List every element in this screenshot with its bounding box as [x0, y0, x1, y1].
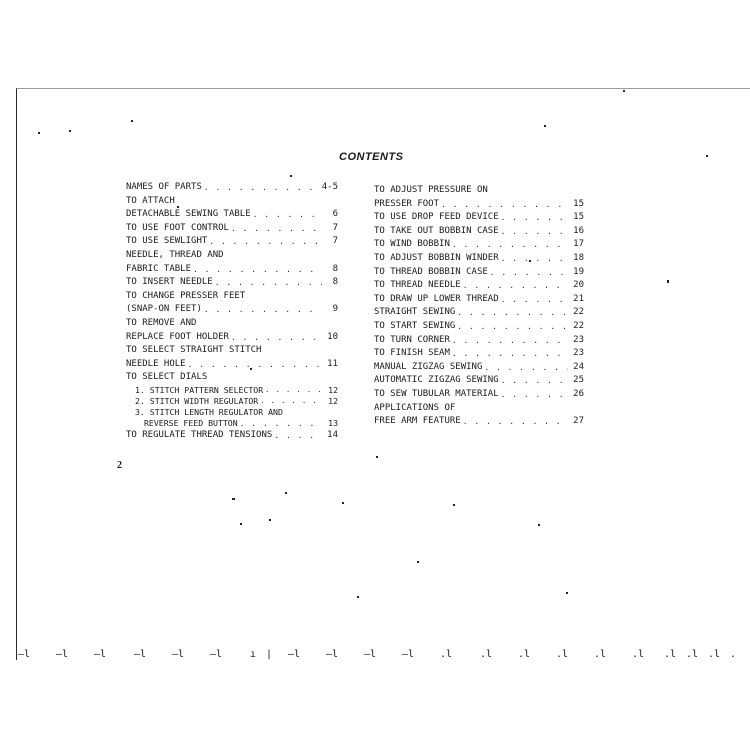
- toc-entry: TO START SEWING . . . 22: [374, 320, 584, 334]
- toc-entry: TO WIND BOBBIN . . . 17: [374, 238, 584, 252]
- toc-entry: TO REGULATE THREAD TENSIONS . . . 14: [126, 429, 338, 443]
- toc-entry: AUTOMATIC ZIGZAG SEWING . . . 25: [374, 374, 584, 388]
- toc-entry: TO USE DROP FEED DEVICE . . . 15: [374, 211, 584, 225]
- toc-subentry: REVERSE FEED BUTTON . . . 13: [126, 418, 338, 429]
- toc-entry: FABRIC TABLE . . . 8: [126, 263, 338, 277]
- toc-entry: TO USE SEWLIGHT . . . 7: [126, 235, 338, 249]
- toc-entry: TO THREAD NEEDLE . . . 20: [374, 279, 584, 293]
- toc-entry: (SNAP-ON FEET) . . . 9: [126, 303, 338, 317]
- toc-entry-line1: TO ADJUST PRESSURE ON: [374, 185, 488, 195]
- toc-entry: TO TURN CORNER . . . 23: [374, 334, 584, 348]
- toc-entry: STRAIGHT SEWING . . . 22: [374, 306, 584, 320]
- toc-entry-line1: TO CHANGE PRESSER FEET: [126, 290, 246, 301]
- toc-entry: TO USE FOOT CONTROL . . . 7: [126, 222, 338, 236]
- toc-entry: NAMES OF PARTS . . . 4-5: [126, 181, 338, 195]
- toc-entry: TO DRAW UP LOWER THREAD . . . 21: [374, 293, 584, 307]
- toc-subentry: 1. STITCH PATTERN SELECTOR . . . 12: [126, 385, 338, 396]
- toc-entry-line1: TO ATTACH: [126, 195, 175, 206]
- toc-entry: TO TAKE OUT BOBBIN CASE . . . 16: [374, 225, 584, 239]
- toc-entry: PRESSER FOOT . . . 15: [374, 198, 584, 212]
- toc-entry: TO FINISH SEAM . . . 23: [374, 347, 584, 361]
- toc-right-column: [374, 184, 584, 429]
- toc-entry-line1: NEEDLE, THREAD AND: [126, 249, 224, 260]
- toc-subentry: 2. STITCH WIDTH REGULATOR . . . 12: [126, 396, 338, 407]
- toc-entry: TO SEW TUBULAR MATERIAL . . . 26: [374, 388, 584, 402]
- toc-entry-line1: APPLICATIONS OF: [374, 402, 456, 413]
- toc-entry: NEEDLE HOLE . . . 11: [126, 358, 338, 372]
- toc-entry-line1: TO SELECT DIALS: [126, 372, 208, 383]
- toc-entry-line1: TO SELECT STRAIGHT STITCH: [126, 345, 262, 356]
- toc-subentry-line1: 3. STITCH LENGTH REGULATOR AND: [135, 406, 283, 417]
- toc-entry: TO THREAD BOBBIN CASE . . . 19: [374, 266, 584, 280]
- toc-entry: TO ADJUST BOBBIN WINDER . . . 18: [374, 252, 584, 266]
- toc-left-column: [126, 181, 338, 443]
- toc-entry: DETACHABLE SEWING TABLE . . . 6: [126, 208, 338, 222]
- toc-entry: MANUAL ZIGZAG SEWING . . . 24: [374, 361, 584, 375]
- page-number: 2: [117, 460, 122, 471]
- toc-entry: REPLACE FOOT HOLDER . . . 10: [126, 331, 338, 345]
- toc-entry: TO INSERT NEEDLE . . . 8: [126, 276, 338, 290]
- toc-entry: FREE ARM FEATURE . . . 27: [374, 415, 584, 429]
- contents-title: CONTENTS: [339, 151, 404, 163]
- binding-edge-marks: —l —l —l —l —l —l ı | —l —l —l —l .l .l .l .l .l .l .l .l .l .: [18, 649, 737, 660]
- toc-entry-line1: TO REMOVE AND: [126, 317, 197, 328]
